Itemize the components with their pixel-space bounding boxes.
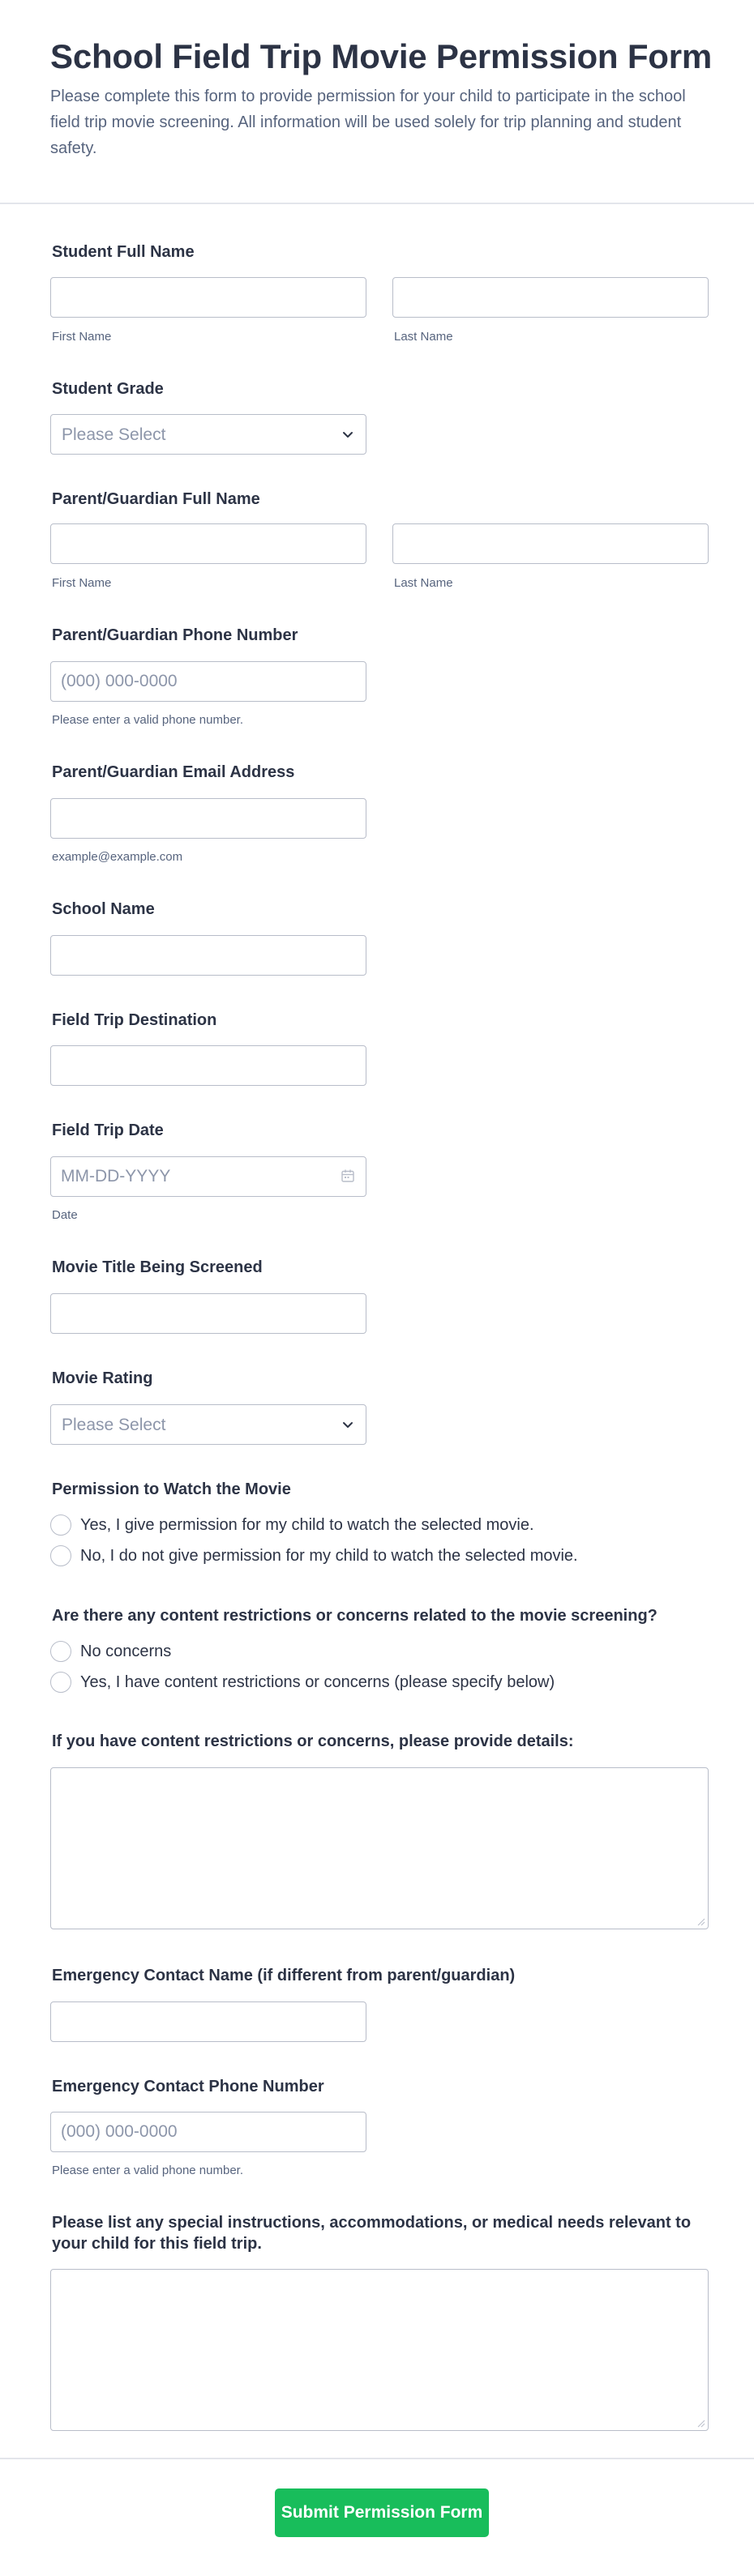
movie-rating-select[interactable]: [50, 1404, 366, 1445]
restrictions-none-label[interactable]: No concerns: [80, 1643, 172, 1660]
parent-email-input[interactable]: [50, 798, 366, 839]
school-name-input[interactable]: [50, 935, 366, 976]
special-instructions-label-line1: Please list any special instructions, accommodations, or medical needs relevant to: [52, 2214, 692, 2232]
emergency-name-input[interactable]: [50, 2001, 366, 2042]
trip-date-field: [50, 1156, 366, 1197]
emergency-phone-label: Emergency Contact Phone Number: [52, 2078, 324, 2095]
student-grade-label: Student Grade: [52, 380, 164, 398]
submit-button[interactable]: Submit Permission Form: [275, 2488, 489, 2537]
parent-phone-label: Parent/Guardian Phone Number: [52, 626, 298, 644]
emergency-phone-input[interactable]: [50, 2112, 366, 2152]
parent-last-name-sublabel: Last Name: [394, 576, 453, 590]
permission-yes-radio[interactable]: [50, 1514, 71, 1536]
destination-label: Field Trip Destination: [52, 1011, 217, 1029]
parent-phone-input[interactable]: [50, 661, 366, 702]
footer-divider: [0, 2458, 754, 2459]
trip-date-input[interactable]: [50, 1156, 366, 1197]
student-last-name-input[interactable]: [392, 277, 709, 318]
student-last-name-sublabel: Last Name: [394, 330, 453, 344]
student-name-label: Student Full Name: [52, 243, 195, 261]
chevron-down-icon: [341, 427, 355, 442]
parent-first-name-sublabel: First Name: [52, 576, 112, 590]
special-instructions-label-line2: your child for this field trip.: [52, 2235, 262, 2253]
restrictions-none-radio[interactable]: [50, 1641, 71, 1662]
trip-date-sublabel: Date: [52, 1208, 78, 1222]
parent-email-sublabel: example@example.com: [52, 850, 183, 864]
form-description: Please complete this form to provide permission for your child to participate in the school field trip movie screening. All information will be used solely for trip planning and student safety.: [50, 88, 686, 157]
restriction-details-label: If you have content restrictions or concerns, please provide details:: [52, 1732, 574, 1750]
emergency-name-label: Emergency Contact Name (if different from parent/guardian): [52, 1967, 516, 1984]
restriction-details-textarea[interactable]: [50, 1767, 709, 1929]
parent-email-label: Parent/Guardian Email Address: [52, 763, 295, 781]
permission-label: Permission to Watch the Movie: [52, 1480, 291, 1498]
permission-no-label[interactable]: No, I do not give permission for my child to watch the selected movie.: [80, 1547, 578, 1565]
movie-rating-label: Movie Rating: [52, 1369, 153, 1387]
form-title: School Field Trip Movie Permission Form: [50, 37, 713, 75]
movie-title-label: Movie Title Being Screened: [52, 1258, 263, 1276]
calendar-icon[interactable]: [341, 1168, 355, 1183]
parent-name-label: Parent/Guardian Full Name: [52, 490, 260, 508]
permission-no-radio[interactable]: [50, 1545, 71, 1566]
student-grade-select[interactable]: [50, 414, 366, 455]
form-header: [0, 0, 754, 204]
permission-yes-label[interactable]: Yes, I give permission for my child to watch the selected movie.: [80, 1516, 534, 1534]
trip-date-label: Field Trip Date: [52, 1121, 164, 1139]
resize-handle-icon[interactable]: [696, 2418, 705, 2428]
movie-rating-placeholder: Please Select: [62, 1416, 166, 1434]
parent-last-name-input[interactable]: [392, 523, 709, 564]
emergency-phone-sublabel: Please enter a valid phone number.: [52, 2164, 243, 2177]
chevron-down-icon: [341, 1417, 355, 1432]
student-first-name-input[interactable]: [50, 277, 366, 318]
restrictions-yes-label[interactable]: Yes, I have content restrictions or concerns (please specify below): [80, 1673, 555, 1691]
student-first-name-sublabel: First Name: [52, 330, 112, 344]
school-name-label: School Name: [52, 900, 155, 918]
parent-phone-sublabel: Please enter a valid phone number.: [52, 713, 243, 727]
parent-first-name-input[interactable]: [50, 523, 366, 564]
resize-handle-icon[interactable]: [696, 1916, 705, 1926]
movie-title-input[interactable]: [50, 1293, 366, 1334]
special-instructions-textarea[interactable]: [50, 2269, 709, 2431]
restrictions-label: Are there any content restrictions or concerns related to the movie screening?: [52, 1607, 658, 1625]
destination-input[interactable]: [50, 1045, 366, 1086]
student-grade-placeholder: Please Select: [62, 425, 166, 444]
restrictions-yes-radio[interactable]: [50, 1672, 71, 1693]
